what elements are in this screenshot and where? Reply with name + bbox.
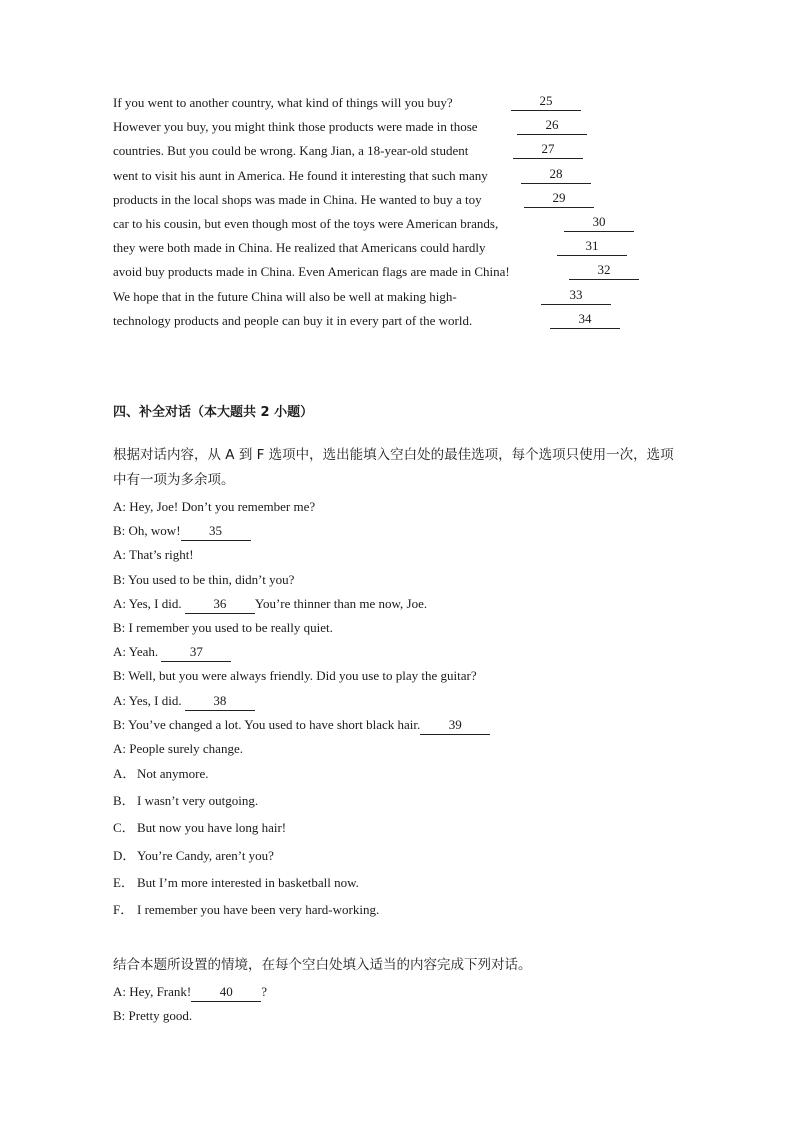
passage-line-text: We hope that in the future China will also be well at making high- xyxy=(113,288,457,304)
dialog-line xyxy=(113,497,673,521)
option-item xyxy=(113,846,673,873)
dialog-line xyxy=(113,691,673,715)
answer-blank[interactable]: 31 xyxy=(557,238,627,256)
passage-block xyxy=(113,93,673,335)
passage-line-text: If you went to another country, what kind of things will you buy? xyxy=(113,95,453,110)
dialog-line xyxy=(113,545,673,569)
dialog-line xyxy=(113,715,673,739)
answer-blank[interactable]: 27 xyxy=(513,141,583,159)
dialog-line xyxy=(113,982,673,1006)
option-item xyxy=(113,873,673,900)
passage-line-text: they were both made in China. He realized that Americans could hardly xyxy=(113,240,486,256)
option-letter: E． xyxy=(113,874,134,890)
option-letter: C． xyxy=(113,820,135,836)
passage-line-text: avoid buy products made in China. Even American flags are made in China! xyxy=(113,264,510,280)
dialog-line xyxy=(113,594,673,618)
passage-line-text: countries. But you could be wrong. Kang Jian, a 18-year-old student xyxy=(113,143,469,159)
dialog-text-after: ? xyxy=(261,984,268,999)
dialog-text: B: Well, but you were always friendly. Did you use to play the guitar? xyxy=(113,668,477,684)
option-text: You’re Candy, aren’t you? xyxy=(137,847,274,863)
dialog-line xyxy=(113,642,673,666)
passage-line-text: However you buy, you might think those products were made in those xyxy=(113,119,478,135)
dialog-text: A: That’s right! xyxy=(113,547,194,563)
dialog-line xyxy=(113,739,673,763)
dialog-text: B: Oh, wow! xyxy=(113,523,181,539)
dialog-text: B: You’ve changed a lot. You used to have short black hair. xyxy=(113,716,421,732)
passage-line xyxy=(113,117,673,141)
dialog2-instruction: 结合本题所设置的情境，在每个空白处填入适当的内容完成下列对话。 xyxy=(113,957,532,973)
dialog-text: B: You used to be thin, didn’t you? xyxy=(113,571,295,587)
dialog-text: A: Yes, I did. xyxy=(113,595,185,611)
answer-blank[interactable]: 28 xyxy=(521,166,591,184)
dialog-text: A: Yeah. xyxy=(113,644,162,660)
dialog-line xyxy=(113,521,673,545)
passage-line-text: technology products and people can buy it in every part of the world. xyxy=(113,312,473,328)
option-item xyxy=(113,764,673,791)
answer-blank[interactable]: 25 xyxy=(511,93,581,111)
dialog-line xyxy=(113,666,673,690)
option-text: Not anymore. xyxy=(137,766,209,781)
option-letter: F． xyxy=(113,901,134,917)
answer-blank[interactable]: 32 xyxy=(569,262,639,280)
option-letter: B． xyxy=(113,793,135,809)
passage-line xyxy=(113,311,673,335)
dialog-text: A: People surely change. xyxy=(113,740,243,756)
option-item xyxy=(113,818,673,845)
passage-line xyxy=(113,238,673,262)
passage-line xyxy=(113,262,673,286)
passage-line xyxy=(113,141,673,165)
dialog-line xyxy=(113,570,673,594)
option-text: But I’m more interested in basketball now. xyxy=(137,874,359,890)
option-text: I wasn’t very outgoing. xyxy=(137,793,259,809)
passage-line xyxy=(113,214,673,238)
passage-line xyxy=(113,190,673,214)
answer-blank[interactable]: 35 xyxy=(181,523,251,541)
answer-blank[interactable]: 30 xyxy=(564,214,634,232)
passage-line xyxy=(113,287,673,311)
answer-blank[interactable]: 34 xyxy=(550,311,620,329)
passage-line xyxy=(113,166,673,190)
option-letter: A． xyxy=(113,766,136,781)
dialog2-block xyxy=(113,982,673,1030)
answer-blank[interactable]: 40 xyxy=(191,984,261,1002)
answer-blank[interactable]: 29 xyxy=(524,190,594,208)
answer-blank[interactable]: 38 xyxy=(185,693,255,711)
option-letter: D． xyxy=(113,847,136,863)
option-text: I remember you have been very hard-working. xyxy=(137,901,380,917)
passage-line-text: went to visit his aunt in America. He found it interesting that such many xyxy=(113,167,488,183)
options-list xyxy=(113,764,673,927)
passage-line xyxy=(113,93,673,117)
answer-blank[interactable]: 36 xyxy=(185,596,255,614)
dialog-line xyxy=(113,1006,673,1030)
option-item xyxy=(113,791,673,818)
section-heading: 四、补全对话（本大题共 2 小题） xyxy=(113,405,314,420)
option-text: But now you have long hair! xyxy=(137,820,287,836)
dialog-text-after: You’re thinner than me now, Joe. xyxy=(254,595,428,611)
dialog-text: B: Pretty good. xyxy=(113,1008,193,1024)
dialog-text: A: Yes, I did. xyxy=(113,692,185,708)
dialog-text: A: Hey, Frank! xyxy=(113,984,192,999)
answer-blank[interactable]: 37 xyxy=(161,644,231,662)
dialog-block xyxy=(113,497,673,763)
passage-line-text: products in the local shops was made in China. He wanted to buy a toy xyxy=(113,191,482,207)
dialog-instruction: 根据对话内容，从 A 到 F 选项中，选出能填入空白处的最佳选项，每个选项只使用一次，选项中有一项为多余项。 xyxy=(113,447,674,488)
dialog-text: B: I remember you used to be really quiet. xyxy=(113,619,333,635)
answer-blank[interactable]: 33 xyxy=(541,287,611,305)
answer-blank[interactable]: 26 xyxy=(517,117,587,135)
dialog-line xyxy=(113,618,673,642)
passage-line-text: car to his cousin, but even though most of the toys were American brands, xyxy=(113,215,499,231)
answer-blank[interactable]: 39 xyxy=(420,717,490,735)
option-item xyxy=(113,900,673,927)
dialog-text: A: Hey, Joe! Don’t you remember me? xyxy=(113,499,316,514)
